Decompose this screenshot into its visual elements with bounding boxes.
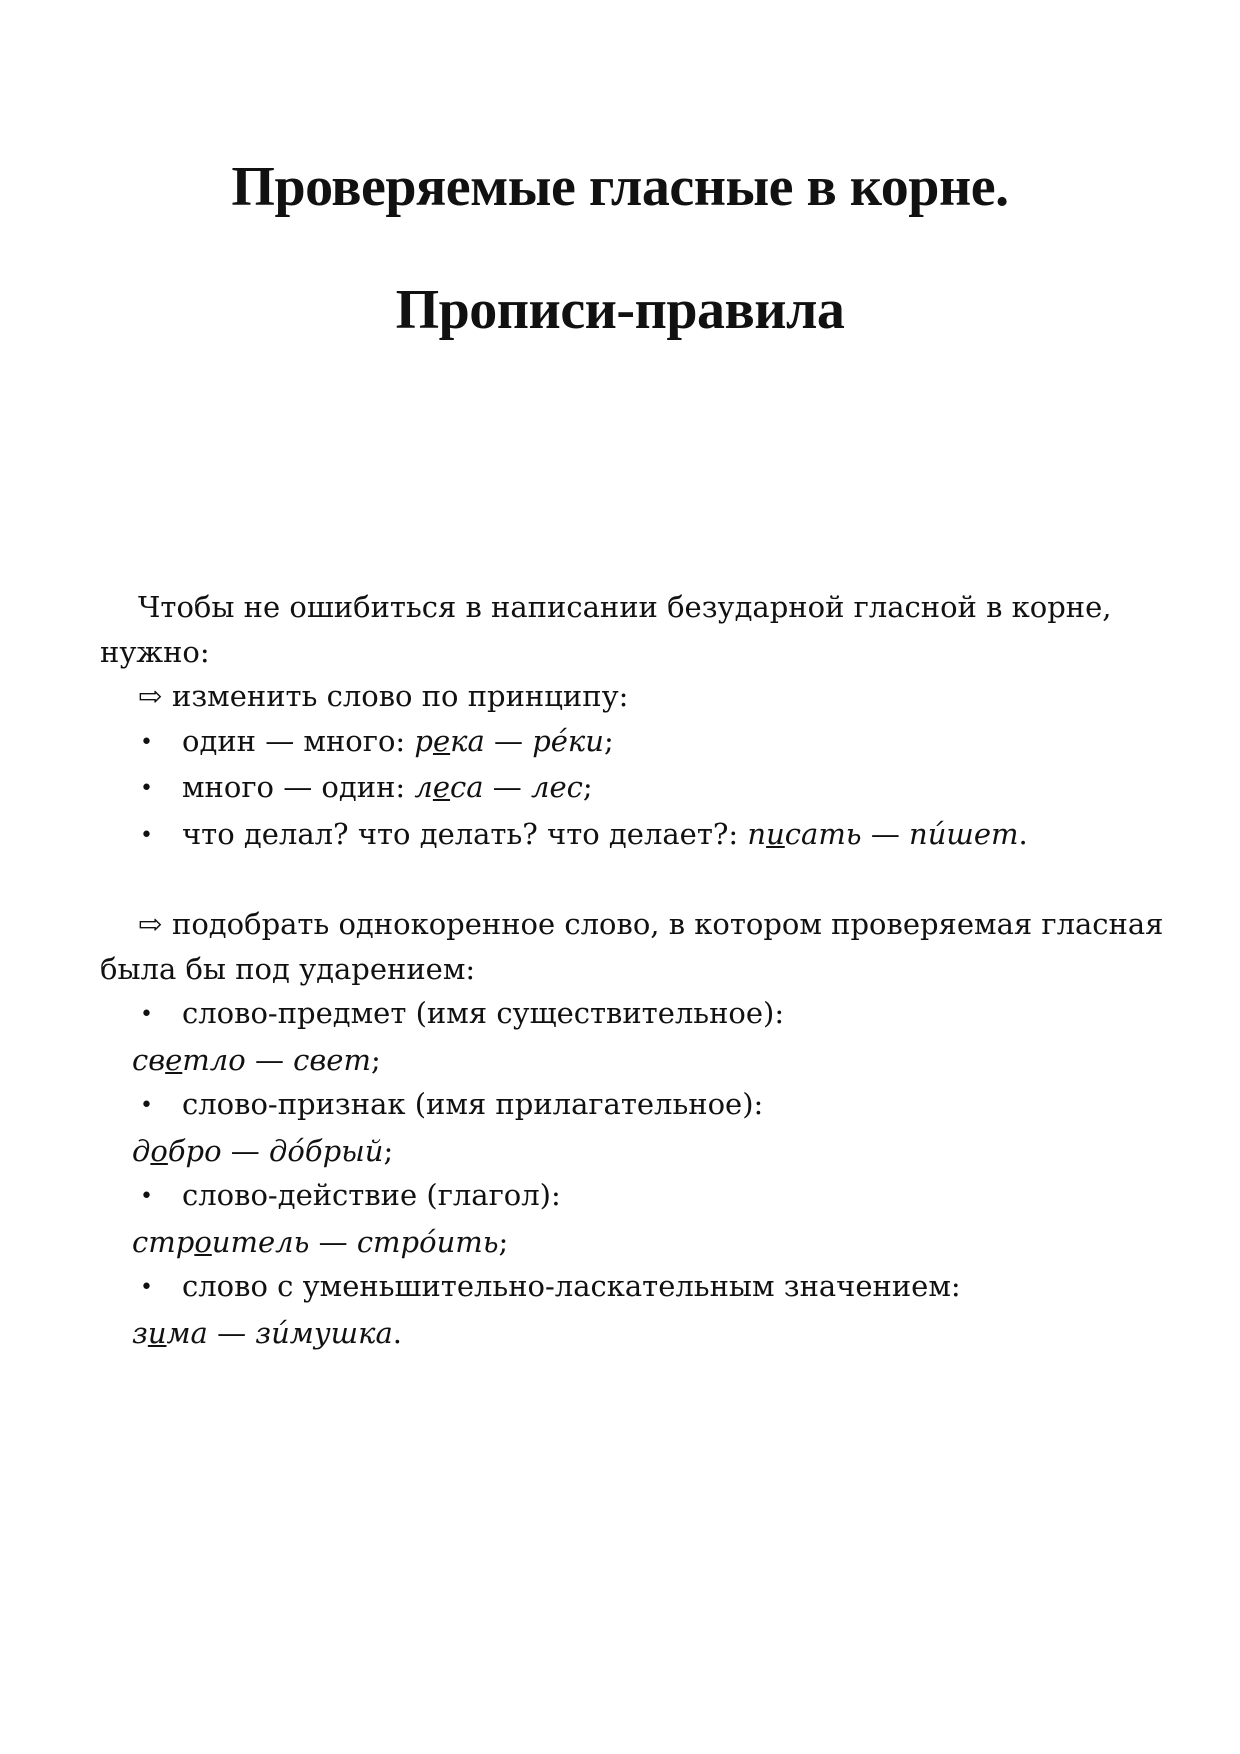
example-word: строитель — [132, 1224, 310, 1259]
page-title: Проверяемые гласные в корне. — [231, 156, 1009, 218]
rule-2-text: подобрать однокоренное слово, в котором проверяемая гласная — [172, 907, 1164, 941]
check-word: стро́ить — [356, 1224, 499, 1259]
example-word: река — [414, 723, 485, 758]
check-word: пи́шет — [909, 816, 1019, 851]
check-word: свет — [293, 1042, 371, 1077]
rule-1 — [100, 674, 1140, 719]
arrow-right-icon: ⇨ — [138, 907, 163, 941]
bullet-icon: • — [140, 1184, 153, 1209]
list-item: • один — много: река — ре́ки; — [100, 719, 1140, 766]
list-item: • что делал? что делать? что делает?: писать — пи́шет. — [100, 812, 1140, 859]
bullet-icon: • — [140, 729, 153, 755]
bullet-icon: • — [140, 1275, 153, 1300]
example-word: леса — [414, 770, 484, 804]
list-item — [100, 1173, 1140, 1220]
example-line: добро — до́брый; — [132, 1133, 394, 1168]
bullet-icon: • — [140, 1093, 153, 1118]
check-word: зи́мушка — [255, 1315, 393, 1350]
example-line: строитель — стро́ить; — [132, 1224, 509, 1259]
intro-line-2: нужно: — [100, 634, 210, 669]
list-item — [100, 991, 1140, 1038]
rule-2 — [100, 902, 1164, 947]
item-label: много — один: — [182, 770, 415, 804]
intro-line-1: Чтобы не ошибиться в написании безударной гласной в корне, — [138, 590, 1112, 624]
list-item: • много — один: леса — лес; — [100, 765, 1140, 812]
item-label: слово с уменьшительно-ласкательным значением: — [182, 1269, 961, 1303]
example-word: добро — [132, 1133, 222, 1168]
list-item — [100, 1082, 1140, 1129]
example-word: светло — [132, 1042, 246, 1077]
example-word: зима — [132, 1315, 208, 1350]
check-word: до́брый — [269, 1133, 384, 1168]
check-word: лес — [531, 770, 583, 804]
example-line: зима — зи́мушка. — [132, 1315, 402, 1350]
bullet-icon: • — [140, 1002, 153, 1027]
bullet-icon: • — [140, 776, 153, 801]
list-item — [100, 1264, 1140, 1311]
item-label: слово-предмет (имя существительное): — [182, 996, 785, 1030]
arrow-right-icon: ⇨ — [138, 679, 163, 713]
example-word: писать — [747, 816, 862, 851]
rule-1-text: изменить слово по принципу: — [172, 679, 629, 713]
item-label: слово-действие (глагол): — [182, 1178, 561, 1212]
item-label: один — много: — [182, 723, 415, 758]
item-label: слово-признак (имя прилагательное): — [182, 1087, 764, 1121]
item-label: что делал? что делать? что делает?: — [182, 816, 748, 851]
example-line: светло — свет; — [132, 1042, 381, 1077]
check-word: ре́ки — [532, 723, 604, 758]
page-subtitle: Прописи-правила — [395, 279, 845, 341]
rule-body — [100, 585, 1164, 1355]
bullet-icon: • — [140, 822, 153, 848]
rule-2-line-2: была бы под ударением: — [100, 951, 476, 986]
